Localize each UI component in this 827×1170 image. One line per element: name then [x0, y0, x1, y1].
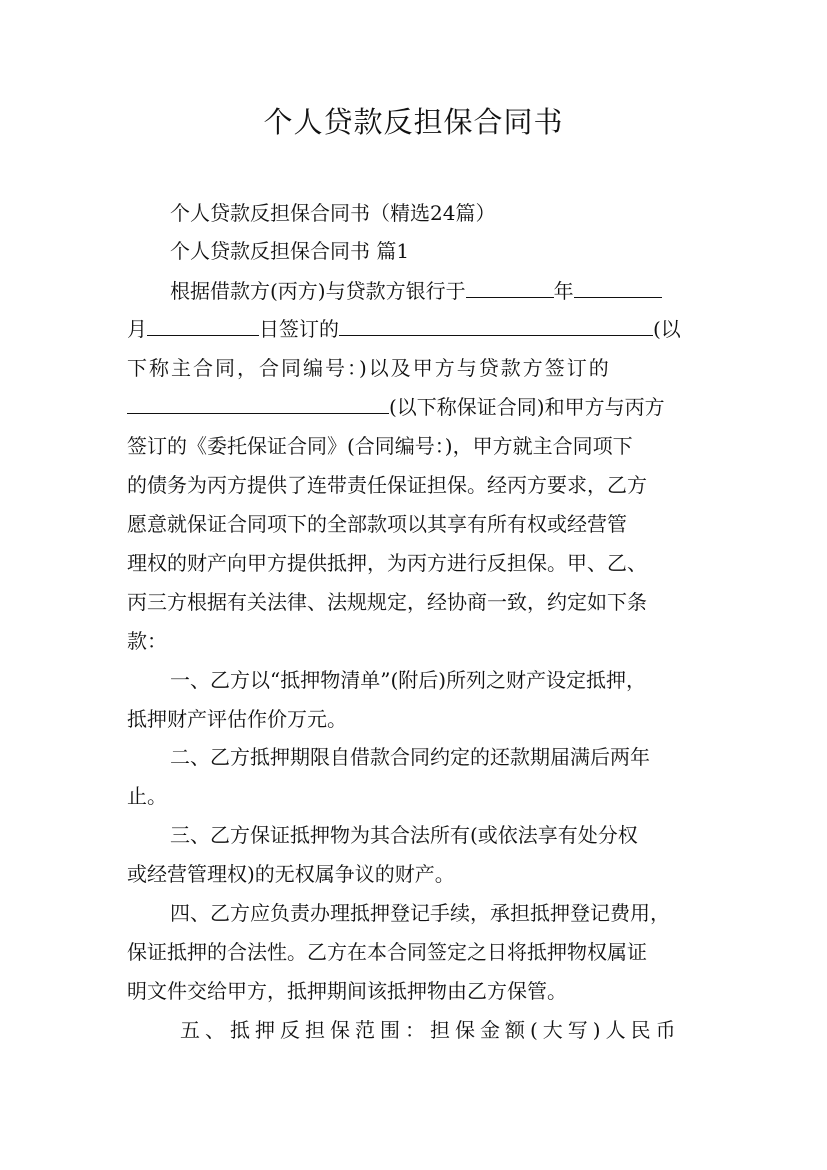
paragraph-line: 丙三方根据有关法律、法规规定，经协商一致，约定如下条 [127, 590, 647, 614]
paragraph-line: 止。 [127, 784, 167, 808]
paragraph-line: (以下称保证合同)和甲方与丙方 [127, 394, 707, 420]
paragraph-line: 月 日签订的 (以 [127, 317, 681, 341]
clause-3: 三、乙方保证抵押物为其合法所有(或依法享有处分权 [170, 823, 638, 847]
clause-1: 一、乙方以“抵押物清单”(附后)所列之财产设定抵押， [170, 668, 647, 692]
paragraph-line: 款： [127, 629, 167, 653]
clause-5: 五、抵押反担保范围：担保金额(大写)人民币 [180, 1018, 681, 1042]
subtitle: 个人贷款反担保合同书（精选24篇） [170, 201, 496, 225]
section-heading: 个人贷款反担保合同书 篇1 [170, 239, 410, 263]
clause-4: 四、乙方应负责办理抵押登记手续，承担抵押登记费用， [170, 901, 670, 925]
paragraph-line: 的债务为丙方提供了连带责任保证担保。经丙方要求，乙方 [127, 473, 647, 497]
paragraph-line: 保证抵押的合法性。乙方在本合同签定之日将抵押物权属证 [127, 940, 647, 964]
paragraph-line: 签订的《委托保证合同》(合同编号：)，甲方就主合同项下 [127, 434, 633, 458]
paragraph-line: 根据借款方(丙方)与贷款方银行于 年 [170, 278, 705, 304]
document-title: 个人贷款反担保合同书 [263, 105, 564, 139]
clause-2: 二、乙方抵押期限自借款合同约定的还款期届满后两年 [170, 745, 650, 769]
paragraph-line: 愿意就保证合同项下的全部款项以其享有所有权或经营管 [127, 512, 627, 536]
paragraph-line: 或经营管理权)的无权属争议的财产。 [127, 862, 455, 886]
paragraph-line: 明文件交给甲方，抵押期间该抵押物由乙方保管。 [127, 979, 567, 1003]
paragraph-line: 理权的财产向甲方提供抵押，为丙方进行反担保。甲、乙、 [127, 551, 647, 575]
paragraph-line: 下称主合同，合同编号：)以及甲方与贷款方签订的 [127, 356, 611, 380]
paragraph-line: 抵押财产评估作价万元。 [127, 707, 347, 731]
